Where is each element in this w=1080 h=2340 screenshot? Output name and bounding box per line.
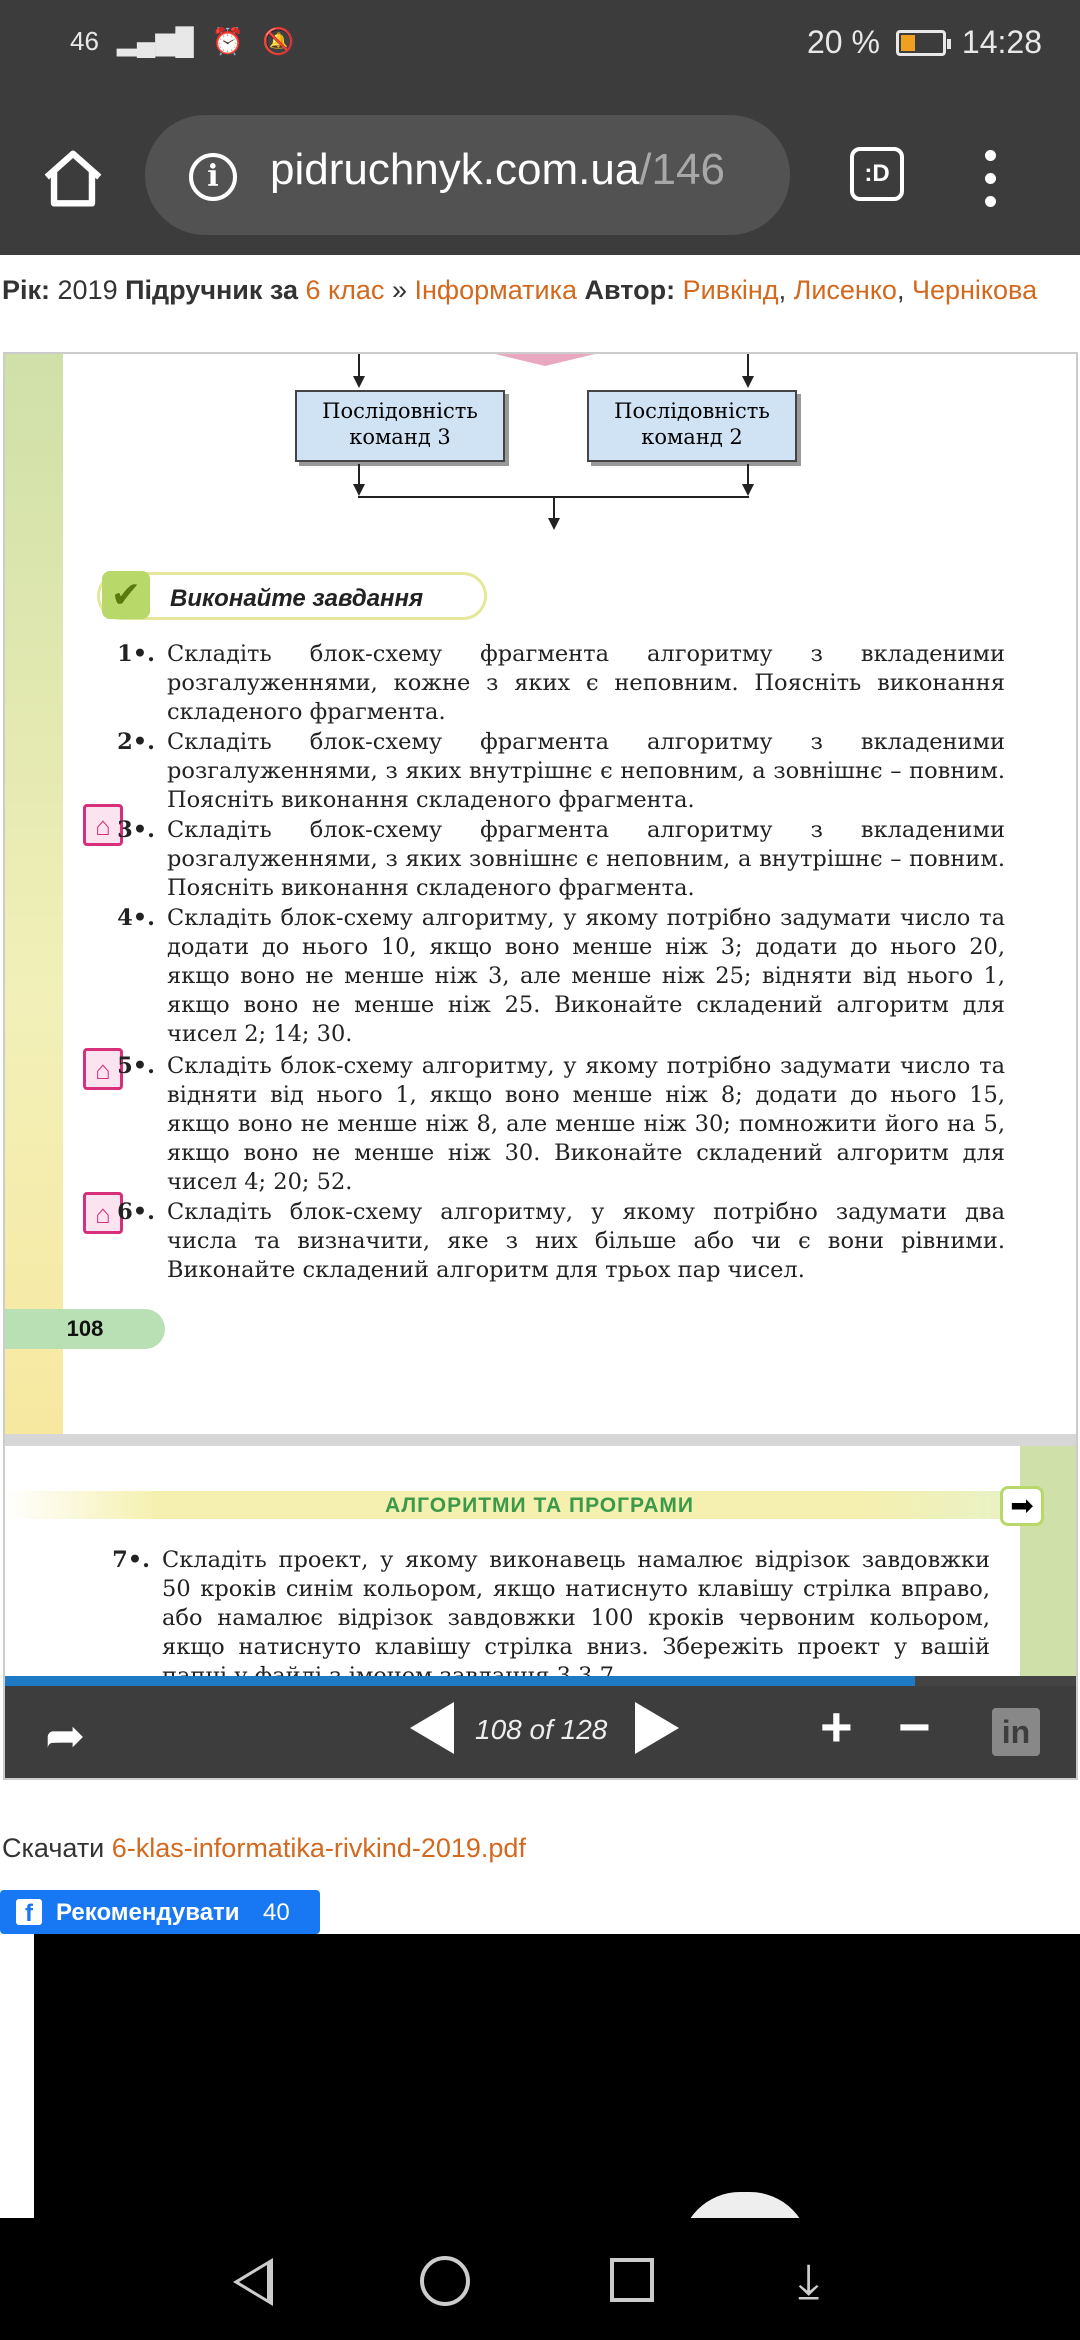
system-nav-bar — [0, 2218, 1080, 2340]
notification-drawer-icon[interactable]: ⤓ — [798, 2255, 820, 2308]
task-number: 2•. — [117, 729, 155, 755]
next-page-button[interactable] — [635, 1702, 679, 1754]
task-item — [117, 904, 1005, 1049]
download-link[interactable]: 6-klas-informatika-rivkind-2019.pdf — [111, 1833, 526, 1863]
battery-icon — [896, 30, 946, 56]
task-number: 3•. — [117, 817, 155, 843]
year-label: Рік: — [2, 275, 51, 305]
task-number: 4•. — [117, 905, 155, 931]
site-info-icon[interactable]: i — [189, 153, 237, 201]
chapter-band — [5, 1491, 1020, 1519]
author-link[interactable]: Чернікова — [911, 275, 1038, 305]
tab-switcher-button[interactable]: :D — [850, 147, 904, 201]
share-icon[interactable]: ➦ — [45, 1710, 86, 1763]
home-icon[interactable] — [38, 145, 108, 215]
more-vert-icon[interactable] — [985, 150, 997, 210]
author-label: Автор: — [584, 275, 676, 305]
flow-arrow — [548, 518, 560, 530]
flow-arrow — [742, 484, 754, 496]
author-separator: , — [778, 275, 787, 305]
page-counter: 108 of 128 — [475, 1714, 608, 1745]
status-bar — [0, 0, 1080, 95]
zoom-out-button[interactable]: − — [898, 1695, 931, 1758]
progress-fill — [5, 1676, 915, 1686]
signal-icon: 46 — [70, 26, 99, 56]
alarm-icon: ⏰ — [211, 26, 245, 56]
facebook-icon: f — [16, 1899, 42, 1925]
checkmark-icon: ✔ — [102, 571, 150, 619]
task-number: 1•. — [117, 641, 155, 667]
page-separator — [5, 1434, 1078, 1446]
recommend-count: 40 — [263, 1899, 290, 1926]
task-item — [117, 640, 1005, 727]
arrow-right-icon: ➡ — [1000, 1486, 1044, 1526]
notifications-off-icon: 🔕 — [262, 26, 295, 56]
address-bar[interactable] — [145, 115, 790, 235]
task-item — [117, 1052, 1005, 1197]
previous-page-button[interactable] — [410, 1702, 454, 1754]
download-line — [2, 1833, 526, 1864]
author-separator: , — [896, 275, 905, 305]
task-text: Складіть блок-схему алгоритму, у якому потрібно задумати два числа та визначити, яке з них більше або чи є вони рівними. Виконайте складений алгоритм для трьох пар чисел. — [167, 1199, 1005, 1283]
task-number: 6•. — [117, 1199, 155, 1225]
download-label: Скачати — [2, 1833, 105, 1863]
task-number: 5•. — [117, 1053, 155, 1079]
task-item — [117, 728, 1005, 815]
recommend-label: Рекомендувати — [56, 1899, 240, 1926]
breadcrumb-separator: » — [391, 275, 407, 305]
home-task-icon: ⌂ — [83, 804, 123, 846]
task-number: 7•. — [112, 1547, 150, 1573]
textbook-label: Підручник за — [125, 275, 299, 305]
task-item — [117, 816, 1005, 903]
back-icon[interactable] — [233, 2258, 273, 2306]
breadcrumb — [2, 275, 1037, 306]
task-item — [112, 1546, 990, 1691]
clock: 14:28 — [961, 24, 1042, 60]
progress-bar — [5, 1676, 1076, 1686]
flowchart-process-box: Послідовність команд 3 — [295, 390, 505, 462]
signal-bars-icon: ▂▄▆█ — [116, 26, 194, 56]
year-value: 2019 — [57, 275, 118, 305]
home-task-icon: ⌂ — [83, 1048, 123, 1090]
facebook-recommend-button[interactable] — [0, 1890, 320, 1934]
recents-icon[interactable] — [610, 2258, 654, 2302]
url-text[interactable]: pidruchnyk.com.ua/146 — [270, 145, 725, 194]
task-text: Складіть блок-схему фрагмента алгоритму з вкладеними розгалуженнями, кожне з яких є неповним. Поясніть виконання складеного фрагмента. — [167, 641, 1005, 725]
flow-arrow — [353, 376, 365, 388]
battery-percent: 20 % — [806, 24, 880, 60]
page-number: 108 — [5, 1309, 165, 1349]
flow-arrow — [742, 376, 754, 388]
author-link[interactable]: Ривкінд — [682, 275, 779, 305]
viewer-toolbar — [5, 1686, 1076, 1780]
chapter-title: АЛГОРИТМИ ТА ПРОГРАМИ — [385, 1494, 694, 1517]
linkedin-icon[interactable]: in — [992, 1708, 1040, 1756]
subject-link[interactable]: Інформатика — [414, 275, 578, 305]
flowchart-process-box: Послідовність команд 2 — [587, 390, 797, 462]
home-circle-icon[interactable] — [420, 2256, 470, 2306]
task-text: Складіть блок-схему фрагмента алгоритму з вкладеними розгалуженнями, з яких внутрішнє є неповним, а зовнішнє – повним. Поясніть виконання складеного фрагмента. — [167, 729, 1005, 813]
decision-shape-fragment — [495, 354, 595, 366]
browser-toolbar — [0, 95, 1080, 255]
tasks-header — [97, 572, 487, 620]
ad-banner[interactable] — [34, 1934, 1080, 2220]
grade-link[interactable]: 6 клас — [305, 275, 385, 305]
author-link[interactable]: Лисенко — [793, 275, 897, 305]
zoom-in-button[interactable]: + — [820, 1695, 853, 1758]
task-text: Складіть блок-схему фрагмента алгоритму з вкладеними розгалуженнями, з яких зовнішнє є неповним, а внутрішнє – повним. Поясніть виконання складеного фрагмента. — [167, 817, 1005, 901]
task-text: Складіть проект, у якому виконавець намалює відрізок завдовжки 50 кроків синім кольором, якщо натиснуто клавішу стрілка вправо, або намалює відрізок завдовжки 100 кроків червоним кольором, якщо натиснуто клавішу стрілка вниз. Збережіть проект у вашій — [162, 1547, 990, 1660]
home-task-icon: ⌂ — [83, 1192, 123, 1234]
task-item — [117, 1198, 1005, 1285]
flow-arrow — [353, 484, 365, 496]
task-text: Складіть блок-схему алгоритму, у якому потрібно задумати число та відняти від нього 1, якщо воно менше ніж 8; додати до нього 15, якщо воно не менше ніж 8, але менше ніж 30; помножити його на 5, якщо воно не менше ніж 30. Виконайте складений алгоритм для чисел 4; 20; 52. — [167, 1053, 1005, 1195]
pdf-viewer[interactable] — [3, 352, 1078, 1780]
book-page — [5, 354, 1078, 1434]
task-text: Складіть блок-схему алгоритму, у якому потрібно задумати число та додати до нього 10, якщо воно менше ніж 3; додати до нього 20, якщо воно не менше ніж 3, але менше ніж 25; відняти від нього 1, якщо воно не менше ніж 25. Виконайте складений алгоритм для чисел 2; 14; 30. — [167, 905, 1005, 1047]
page-margin-strip — [5, 354, 63, 1434]
tasks-title: Виконайте завдання — [170, 585, 424, 612]
